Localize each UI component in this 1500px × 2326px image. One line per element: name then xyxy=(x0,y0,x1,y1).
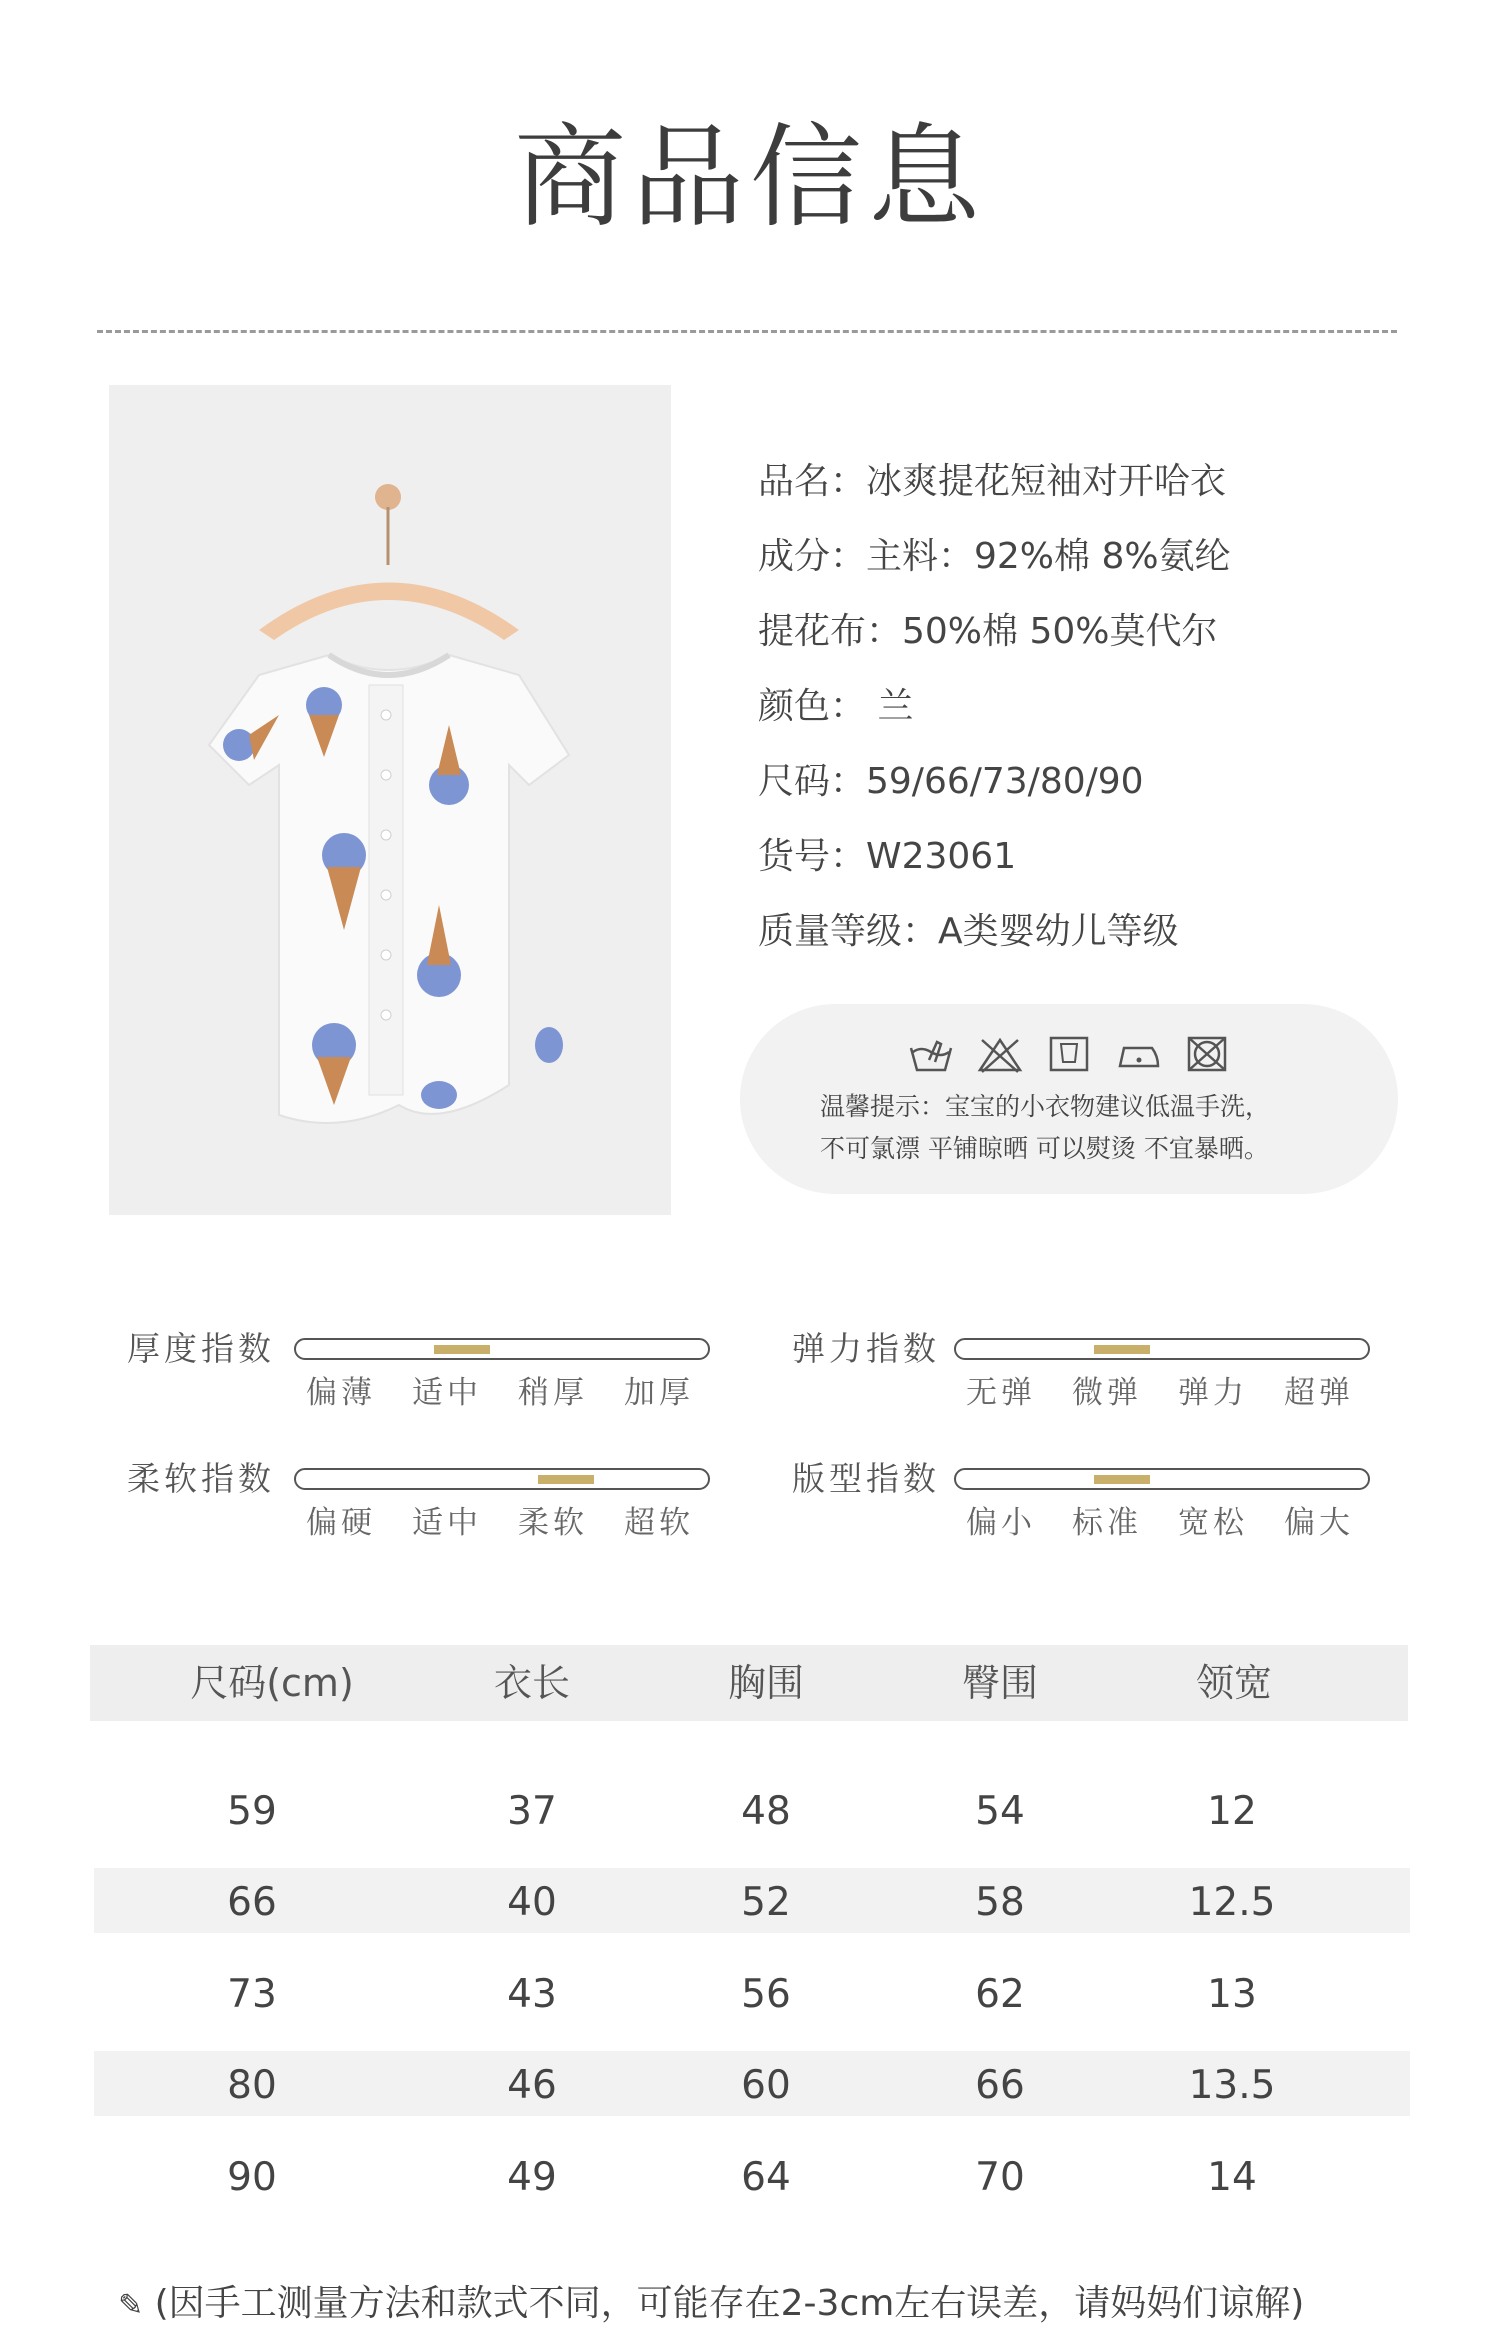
gauge-label: 柔软指数 xyxy=(127,1459,275,1498)
gauge-option: 微弹 xyxy=(1072,1375,1142,1411)
dry-flat-icon xyxy=(1045,1034,1093,1074)
table-cell: 40 xyxy=(507,1880,557,1925)
product-composition: 成分：主料：92%棉 8%氨纶 xyxy=(758,536,1231,577)
gauge-level-marker xyxy=(434,1345,490,1354)
gauge-option: 适中 xyxy=(412,1505,482,1541)
pen-icon: ✎ xyxy=(118,2288,144,2323)
gauge-option: 偏小 xyxy=(966,1505,1036,1541)
no-bleach-icon xyxy=(976,1034,1024,1074)
table-cell: 80 xyxy=(227,2063,277,2108)
table-cell: 73 xyxy=(227,1972,277,2017)
measurement-note xyxy=(118,2275,1304,2326)
care-tip-box xyxy=(740,1004,1398,1194)
table-cell: 49 xyxy=(507,2155,557,2200)
care-tip-line2: 不可氯漂 平铺晾晒 可以熨烫 不宜暴晒。 xyxy=(820,1134,1269,1163)
gauge-label: 弹力指数 xyxy=(792,1329,940,1368)
table-header-cell: 领宽 xyxy=(1195,1661,1272,1705)
product-photo xyxy=(109,385,671,1215)
product-item-no: 货号：W23061 xyxy=(758,836,1017,877)
gauge-option: 偏大 xyxy=(1284,1505,1354,1541)
table-header-cell: 尺码(cm) xyxy=(190,1661,354,1705)
table-cell: 90 xyxy=(227,2155,277,2200)
table-cell: 66 xyxy=(975,2063,1025,2108)
gauge-level-marker xyxy=(1094,1345,1150,1354)
table-cell: 54 xyxy=(975,1789,1025,1834)
gauge-option: 偏硬 xyxy=(306,1505,376,1541)
product-name: 品名：冰爽提花短袖对开哈衣 xyxy=(758,461,1227,502)
table-cell: 66 xyxy=(227,1880,277,1925)
table-cell: 12 xyxy=(1207,1789,1257,1834)
table-cell: 13.5 xyxy=(1188,2063,1276,2108)
table-cell: 46 xyxy=(507,2063,557,2108)
table-cell: 70 xyxy=(975,2155,1025,2200)
gauge-option: 超软 xyxy=(624,1505,694,1541)
table-cell: 48 xyxy=(741,1789,791,1834)
table-header-cell: 胸围 xyxy=(727,1661,804,1705)
product-color: 颜色： 兰 xyxy=(758,686,914,727)
gauge-label: 厚度指数 xyxy=(127,1329,275,1368)
table-cell: 59 xyxy=(227,1789,277,1834)
gauge-option: 柔软 xyxy=(518,1505,588,1541)
gauge-option: 适中 xyxy=(412,1375,482,1411)
table-cell: 60 xyxy=(741,2063,791,2108)
gauge-option: 无弹 xyxy=(966,1375,1036,1411)
gauge-option: 加厚 xyxy=(624,1375,694,1411)
romper-illustration xyxy=(109,385,671,1215)
gauge-option: 超弹 xyxy=(1284,1375,1354,1411)
table-cell: 12.5 xyxy=(1188,1880,1276,1925)
gauge-level-marker xyxy=(538,1475,594,1484)
gauge-option: 偏薄 xyxy=(306,1375,376,1411)
table-cell: 37 xyxy=(507,1789,557,1834)
product-grade: 质量等级：A类婴幼儿等级 xyxy=(758,911,1179,952)
table-header-cell: 臀围 xyxy=(961,1661,1038,1705)
gauge-option: 稍厚 xyxy=(518,1375,588,1411)
gauge-option: 弹力 xyxy=(1178,1375,1248,1411)
product-jacquard: 提花布：50%棉 50%莫代尔 xyxy=(758,611,1218,652)
gauge-track xyxy=(294,1338,710,1360)
gauge-track xyxy=(294,1468,710,1490)
table-header-cell: 衣长 xyxy=(493,1661,570,1705)
table-cell: 52 xyxy=(741,1880,791,1925)
hand-wash-icon xyxy=(907,1034,955,1074)
gauge-level-marker xyxy=(1094,1475,1150,1484)
gauge-option: 宽松 xyxy=(1178,1505,1248,1541)
gauge-option: 标准 xyxy=(1072,1505,1142,1541)
care-tip-line1: 温馨提示：宝宝的小衣物建议低温手洗， xyxy=(820,1092,1271,1121)
table-cell: 58 xyxy=(975,1880,1025,1925)
care-icons xyxy=(740,1034,1398,1074)
table-cell: 62 xyxy=(975,1972,1025,2017)
gauge-track xyxy=(954,1468,1370,1490)
section-divider xyxy=(97,330,1397,333)
gauge-label: 版型指数 xyxy=(792,1459,940,1498)
table-cell: 56 xyxy=(741,1972,791,2017)
table-cell: 13 xyxy=(1207,1972,1257,2017)
product-sizes: 尺码：59/66/73/80/90 xyxy=(758,761,1144,802)
gauge-track xyxy=(954,1338,1370,1360)
page-title: 商品信息 xyxy=(514,113,986,243)
no-tumble-dry-icon xyxy=(1183,1034,1231,1074)
measurement-note-text: (因手工测量方法和款式不同，可能存在2-3cm左右误差，请妈妈们谅解) xyxy=(154,2283,1305,2324)
table-cell: 64 xyxy=(741,2155,791,2200)
table-cell: 14 xyxy=(1207,2155,1257,2200)
table-cell: 43 xyxy=(507,1972,557,2017)
low-iron-icon xyxy=(1114,1034,1162,1074)
